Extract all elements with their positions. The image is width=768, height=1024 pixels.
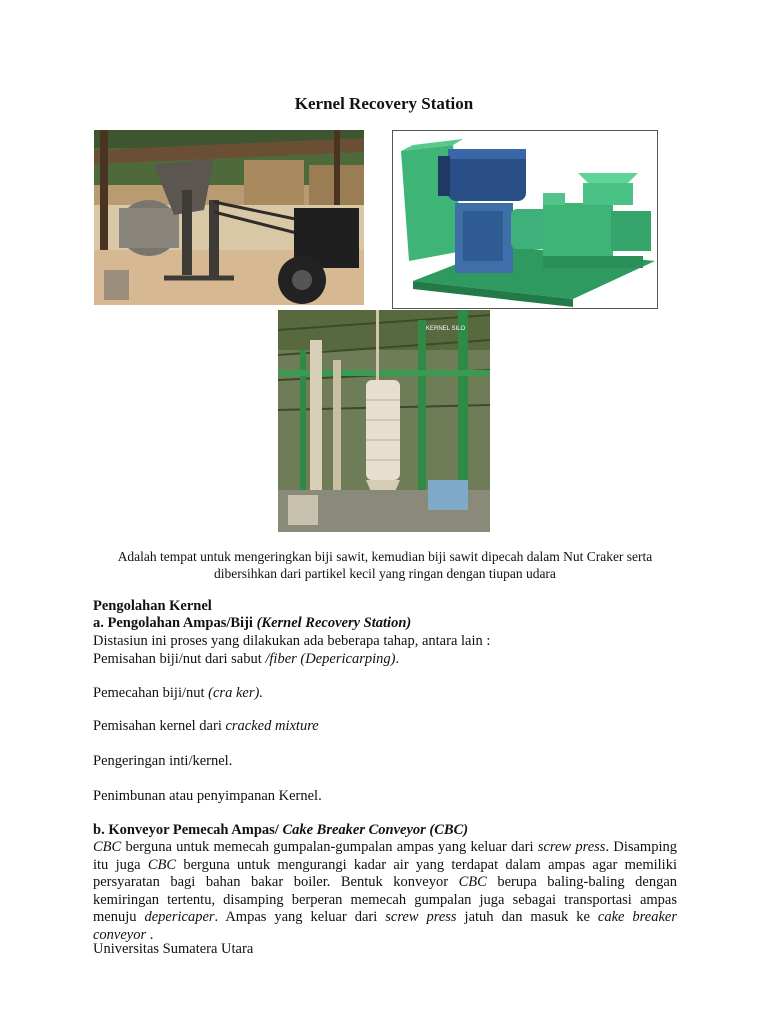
step-4: Pengeringan inti/kernel. [93,753,233,769]
step-2-text: Pemecahan biji/nut [93,685,205,701]
paragraph-b-segment: berguna untuk memecah gumpalan-gumpalan ampas yang keluar dari [121,839,538,855]
paragraph-b-segment: depericaper [144,909,215,925]
photo-rustic-kernel-machine [94,130,364,305]
section-heading-text: Pengolahan Kernel [93,598,212,614]
paragraph-b-segment: CBC [147,856,177,873]
step-1-italic: /fiber (Depericarping) [265,651,396,667]
section-heading [93,598,677,616]
paragraph-b-segment: berguna untuk mengurangi kadar air yang terdapat dalam ampas agar memiliki persyaratan bagi bahan bakar boiler. Bentuk konveyor [93,856,677,890]
paragraph-b-segment: cake breaker conveyor [93,909,677,943]
paragraph-b-segment: CBC [458,874,487,890]
step-1 [93,651,677,669]
paragraph-b-segment: CBC [93,839,122,855]
subsection-a-title-italic: (Kernel Recovery Station) [256,615,412,631]
subsection-a-heading [93,615,677,633]
paragraph-b-segment: screw press [537,839,606,855]
subsection-b-heading [93,822,677,840]
subsection-b-title: b. Konveyor Pemecah Ampas/ [93,822,279,838]
paragraph-b-segment: berupa baling-baling dengan kemiringan tertentu, disamping berperan memecah gumpalan juga sebagai transportasi ampas menuju [93,874,678,925]
paragraph-b-segment: jatuh dan masuk ke [456,909,598,925]
step-1-text: Pemisahan biji/nut dari sabut [93,651,262,667]
step-5: Penimbunan atau penyimpanan Kernel. [93,788,322,804]
page-footer: Universitas Sumatera Utara [93,941,254,957]
step-3-italic: cracked mixture [225,718,319,734]
page-title: Kernel Recovery Station [294,94,474,113]
paragraph-b-segment: . Ampas yang keluar dari [214,909,386,925]
step-2-italic: (cra ker). [208,685,263,701]
paragraph-b-segment: . [146,926,154,943]
paragraph-b-segment: screw press [385,909,457,925]
paragraph-b-segment: . Disamping itu juga [93,839,677,873]
photo-green-screw-press [392,130,658,309]
step-1-end: . [395,651,400,667]
intro-line: Distasiun ini proses yang dilakukan ada beberapa tahap, antara lain : [93,633,491,649]
step-2 [93,685,677,703]
kernel-silo-label: KERNEL SILO [426,326,466,332]
step-3-text: Pemisahan kernel dari [93,718,222,734]
image-caption: Adalah tempat untuk mengeringkan biji sawit, kemudian biji sawit dipecah dalam Nut Craker serta dibersihkan dari partikel kecil yang ringan dengan tiupan udara [117,549,653,581]
subsection-a-title: a. Pengolahan Ampas/Biji [93,615,253,631]
subsection-b-paragraph [93,839,677,944]
photo-kernel-silo [278,310,490,532]
step-3 [93,718,677,736]
subsection-b-title-italic: Cake Breaker Conveyor (CBC) [282,822,469,838]
